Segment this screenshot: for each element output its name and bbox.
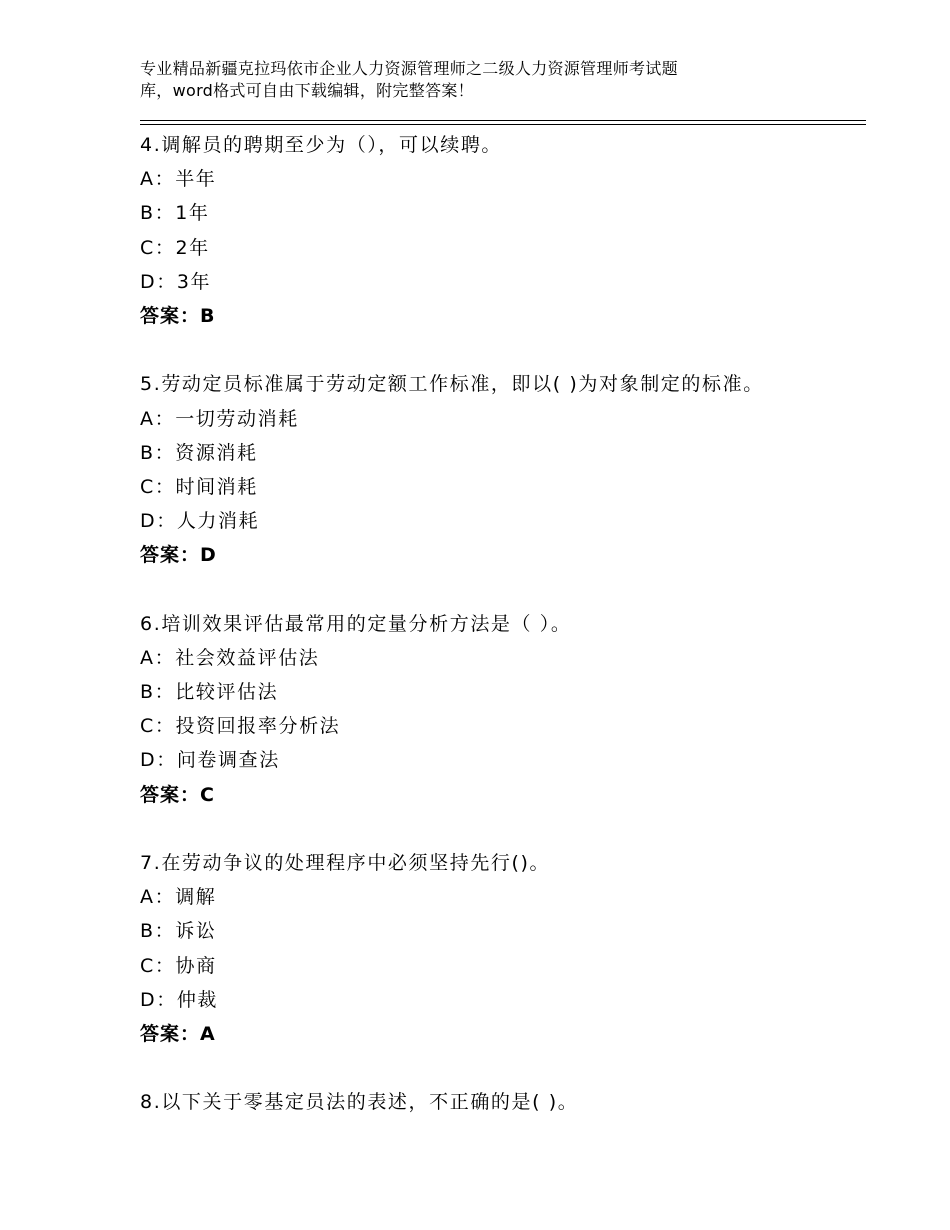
question-5 [140,367,860,572]
question-stem: 8.以下关于零基定员法的表述，不正确的是( )。 [140,1091,579,1114]
question-4 [140,128,860,333]
option-c: C：投资回报率分析法 [140,715,341,738]
question-stem: 4.调解员的聘期至少为（），可以续聘。 [140,134,503,156]
option-c: C：时间消耗 [140,475,258,498]
option-d: D：问卷调查法 [140,749,280,772]
header-divider [140,120,866,121]
header-line-2: 库，word格式可自由下载编辑，附完整答案！ [140,81,474,100]
header-line-1: 专业精品新疆克拉玛依市企业人力资源管理师之二级人力资源管理师考试题 [140,59,678,78]
option-b: B：诉讼 [140,920,217,943]
question-spacer [140,333,860,367]
option-b: B：比较评估法 [140,681,279,703]
question-6 [140,607,860,812]
question-spacer [140,572,860,606]
question-list [140,128,860,1119]
option-d: D：人力消耗 [140,510,260,533]
document-header [140,58,840,102]
answer-line: 答案：B [140,304,216,327]
question-8 [140,1085,860,1119]
option-d: D：仲裁 [140,988,219,1011]
question-stem: 5.劳动定员标准属于劳动定额工作标准，即以( )为对象制定的标准。 [140,373,764,396]
question-stem: 7.在劳动争议的处理程序中必须坚持先行()。 [140,851,551,874]
question-spacer [140,1051,860,1085]
question-spacer [140,812,860,846]
option-c: C：2年 [140,236,210,259]
option-a: A：一切劳动消耗 [140,407,299,430]
option-a: A：社会效益评估法 [140,646,320,669]
option-a: A：半年 [140,168,217,191]
answer-line: 答案：C [140,783,215,806]
option-c: C：协商 [140,954,217,977]
option-b: B：1年 [140,202,210,225]
option-b: B：资源消耗 [140,441,258,464]
option-d: D：3年 [140,270,212,293]
answer-line: 答案：D [140,544,217,567]
option-a: A：调解 [140,886,217,909]
header-divider-secondary [140,124,866,125]
question-7 [140,846,860,1051]
answer-line: 答案：A [140,1022,216,1045]
question-stem: 6.培训效果评估最常用的定量分析方法是（ ）。 [140,612,572,635]
